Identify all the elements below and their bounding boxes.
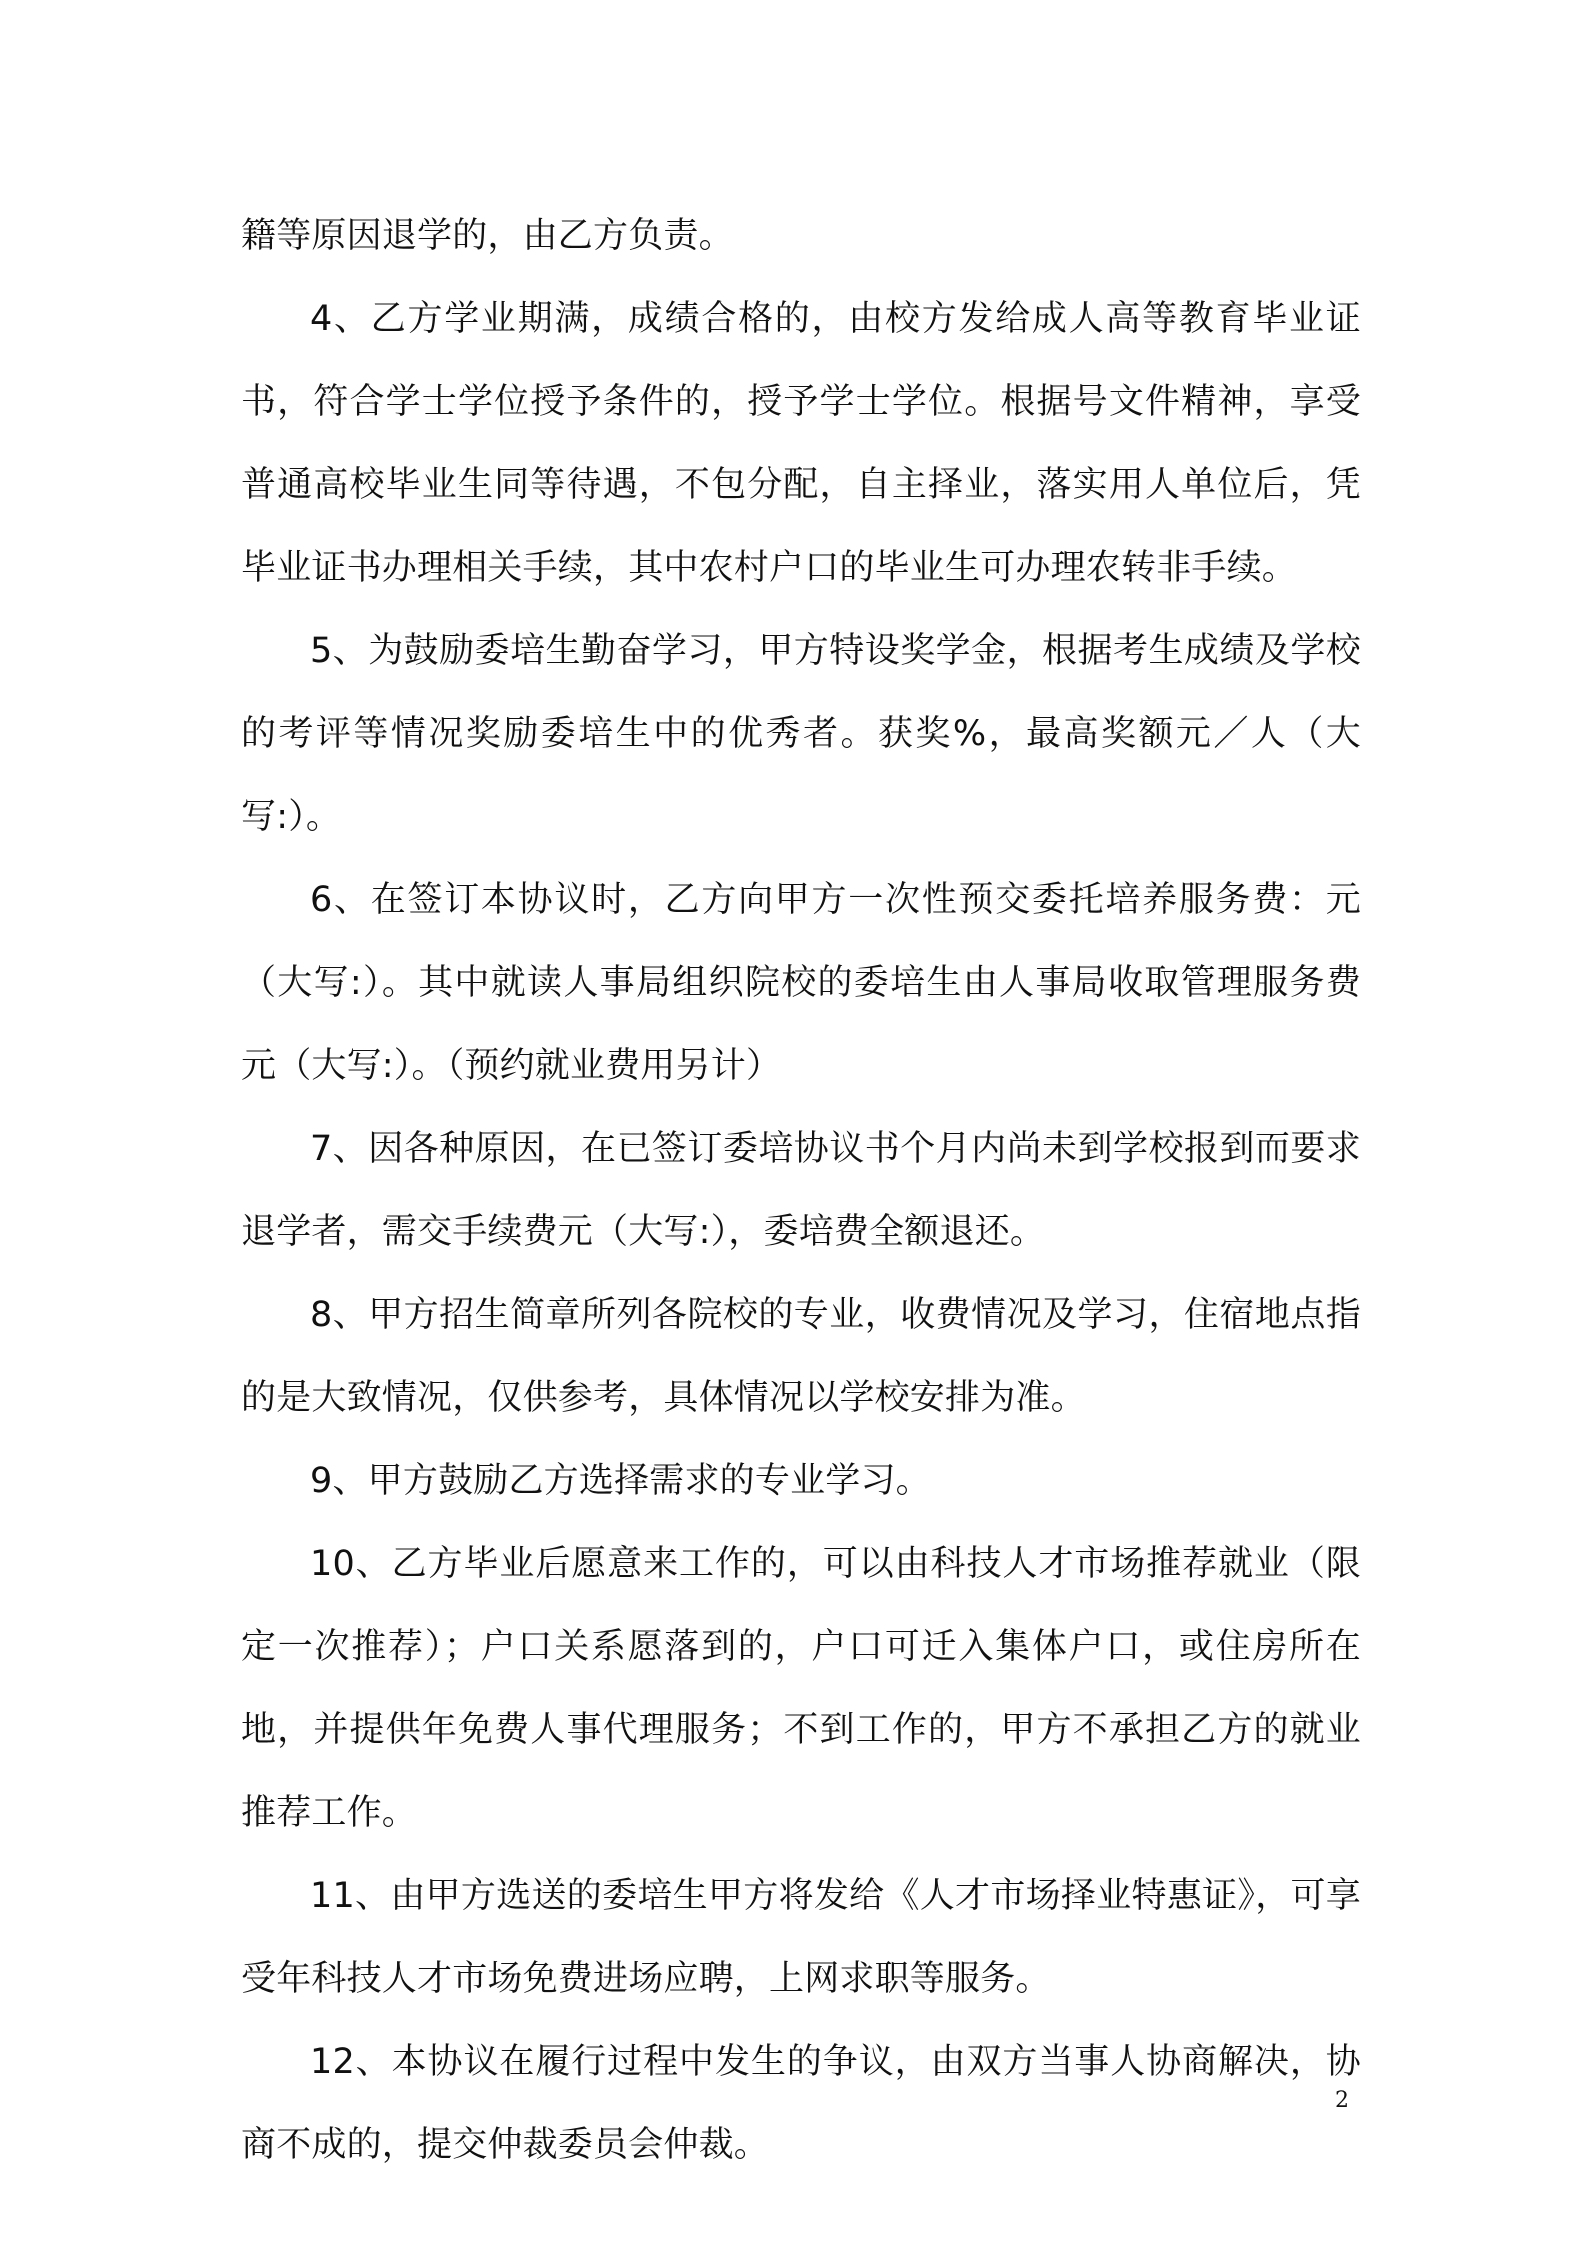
paragraph-clause-6: 6、在签订本协议时，乙方向甲方一次性预交委托培养服务费：元（大写:）。其中就读人事局组织院校的委培生由人事局收取管理服务费元（大写:）。（预约就业费用另计） (241, 880, 1361, 1086)
paragraph-continuation: 籍等原因退学的，由乙方负责。 (241, 216, 734, 256)
document-body (241, 195, 1361, 2187)
paragraph-clause-11: 11、由甲方选送的委培生甲方将发给《人才市场择业特惠证》，可享受年科技人才市场免费进场应聘，上网求职等服务。 (241, 1876, 1361, 1999)
paragraph-clause-10: 10、乙方毕业后愿意来工作的，可以由科技人才市场推荐就业（限定一次推荐）；户口关系愿落到的，户口可迁入集体户口，或住房所在地，并提供年免费人事代理服务；不到工作的，甲方不承担乙方的就业推荐工作。 (241, 1544, 1361, 1833)
paragraph-clause-5: 5、为鼓励委培生勤奋学习，甲方特设奖学金，根据考生成绩及学校的考评等情况奖励委培生中的优秀者。获奖%，最高奖额元／人（大写:）。 (241, 631, 1361, 837)
paragraph-clause-12: 12、本协议在履行过程中发生的争议，由双方当事人协商解决，协商不成的，提交仲裁委员会仲裁。 (241, 2042, 1361, 2165)
paragraph-clause-4: 4、乙方学业期满，成绩合格的，由校方发给成人高等教育毕业证书，符合学士学位授予条件的，授予学士学位。根据号文件精神，享受普通高校毕业生同等待遇，不包分配，自主择业，落实用人单位后，凭毕业证书办理相关手续，其中农村户口的毕业生可办理农转非手续。 (241, 299, 1361, 588)
paragraph-clause-9: 9、甲方鼓励乙方选择需求的专业学习。 (310, 1461, 931, 1501)
page-number: 2 (1335, 2088, 1349, 2113)
paragraph-clause-8: 8、甲方招生简章所列各院校的专业，收费情况及学习，住宿地点指的是大致情况，仅供参考，具体情况以学校安排为准。 (241, 1295, 1361, 1418)
paragraph-clause-7: 7、因各种原因，在已签订委培协议书个月内尚未到学校报到而要求退学者，需交手续费元（大写:），委培费全额退还。 (241, 1129, 1361, 1252)
